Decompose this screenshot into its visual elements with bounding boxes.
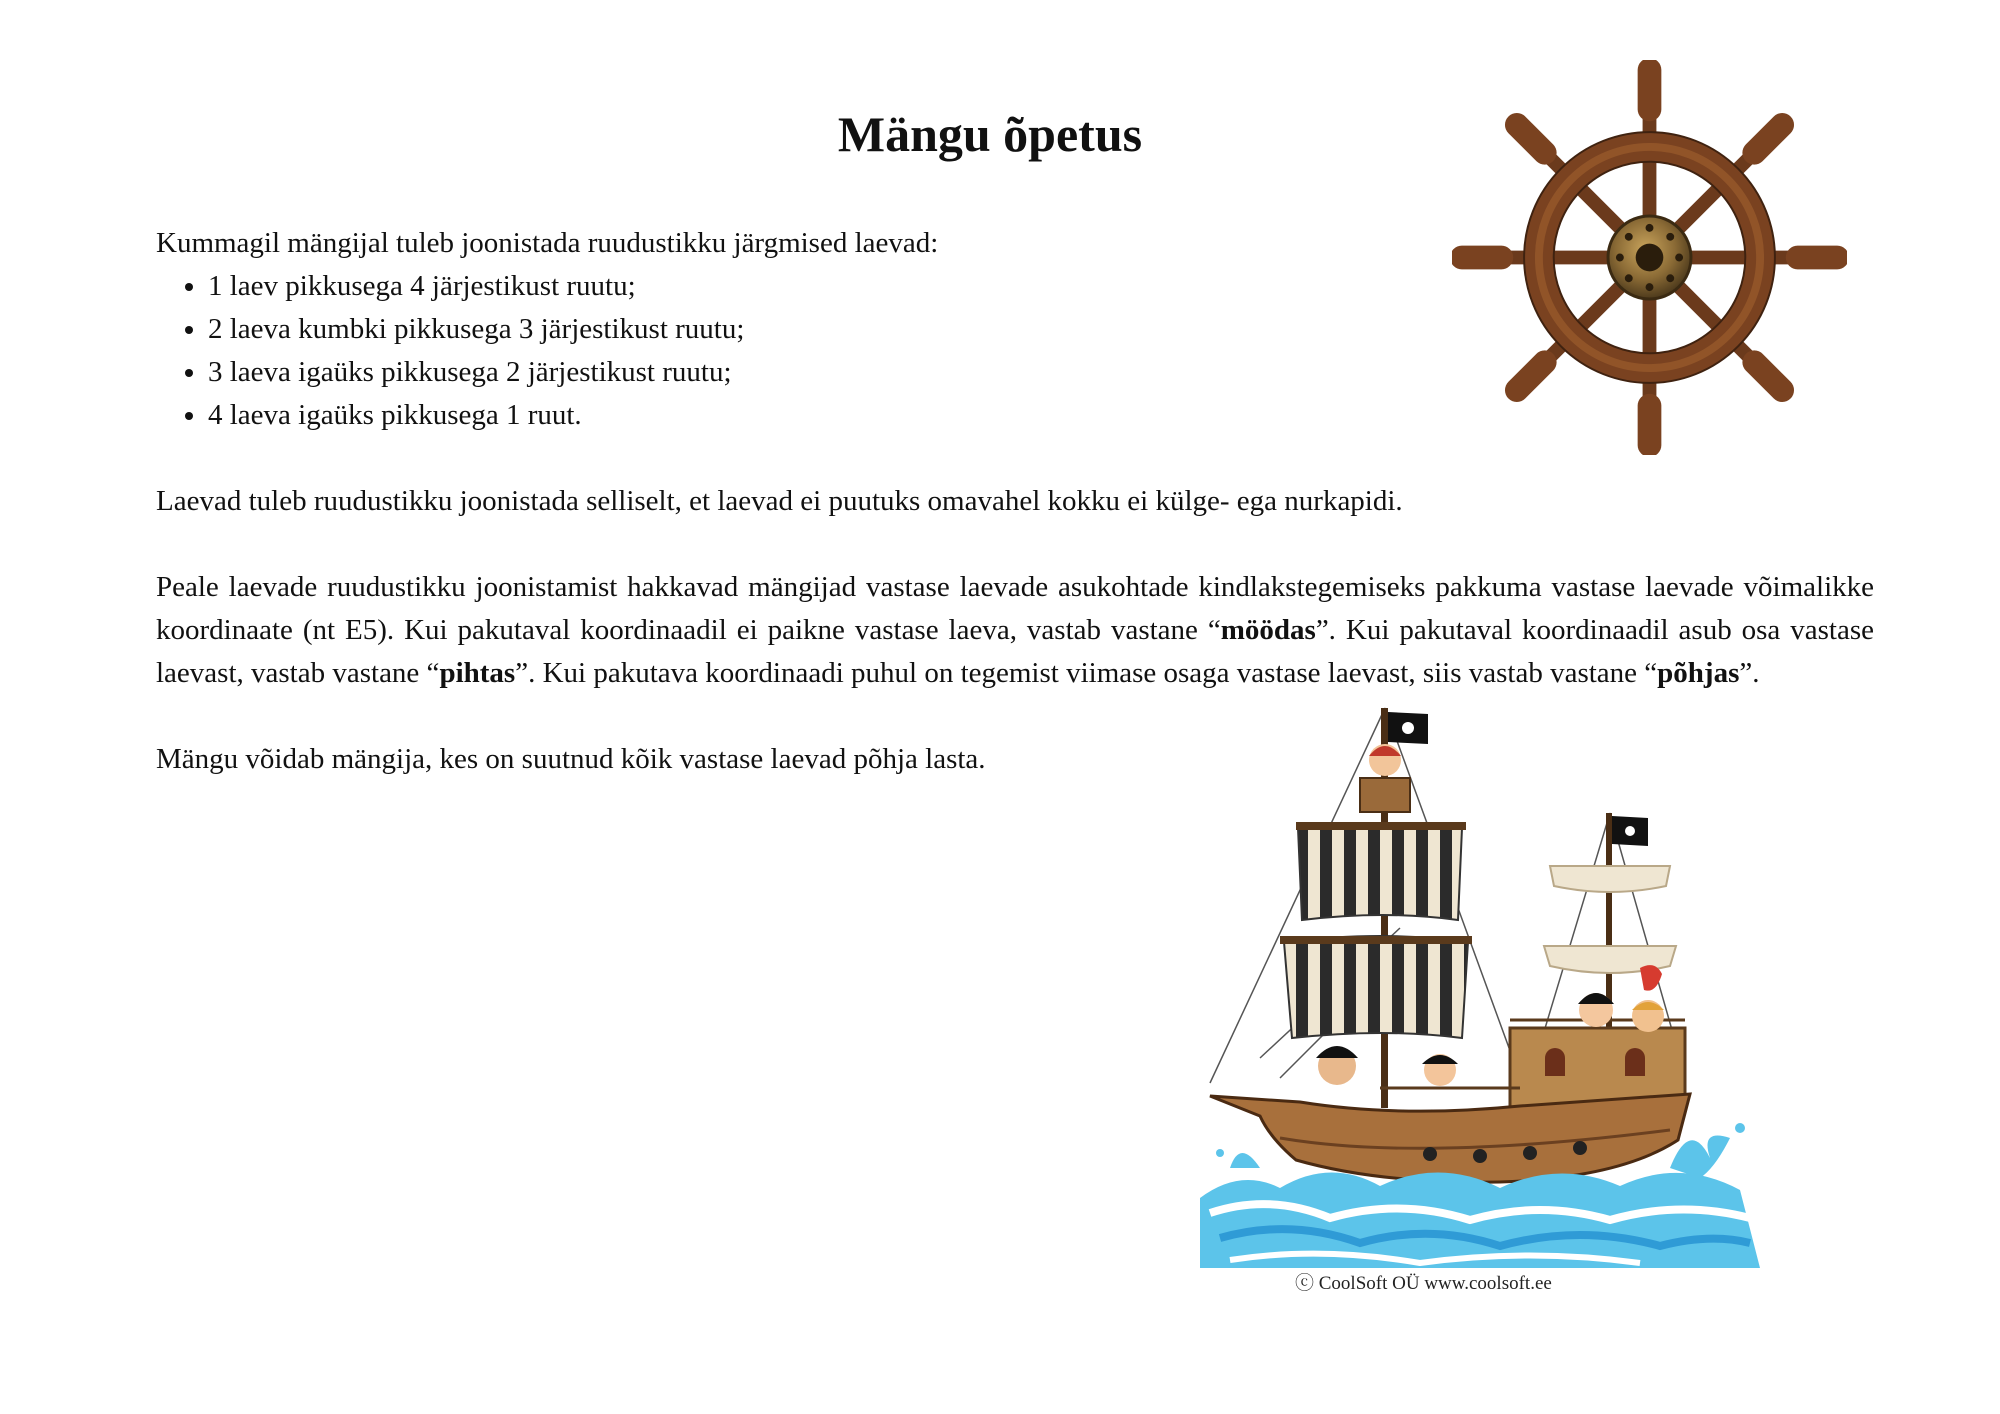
placement-rule: Laevad tuleb ruudustikku joonistada selliselt, et laevad ei puutuks omavahel kokku ei külge- ega nurkapidi. <box>156 485 1403 517</box>
list-item: • 3 laeva igaüks pikkusega 2 järjestikust ruutu; <box>208 351 1874 394</box>
play-paragraph <box>156 566 1874 695</box>
copyright-text: ⓒ CoolSoft OÜ www.coolsoft.ee <box>1295 1273 1552 1294</box>
play-text: ”. Kui pakutaval koordinaadil asub osa vastase laevast, vastab vastane “ <box>156 614 1874 689</box>
keyword-hit: pihtas <box>439 657 516 689</box>
keyword-miss: möödas <box>1220 614 1316 646</box>
list-item: • 4 laeva igaüks pikkusega 1 ruut. <box>208 394 1874 437</box>
play-text: ”. Kui pakutava koordinaadi puhul on tegemist viimase osaga vastase laevast, siis vastab vastane “ <box>515 657 1658 689</box>
keyword-sunk: põhjas <box>1657 657 1740 689</box>
list-item: • 1 laev pikkusega 4 järjestikust ruutu; <box>208 265 1874 308</box>
page-title: Mängu õpetus <box>837 106 1143 162</box>
ship-wheel-icon <box>1452 60 1847 455</box>
list-item: • 2 laeva kumbki pikkusega 3 järjestikust ruutu; <box>208 308 1874 351</box>
win-rule: Mängu võidab mängija, kes on suutnud kõik vastase laevad põhja lasta. <box>156 743 986 775</box>
play-text: ”. <box>1739 657 1760 689</box>
intro-text: Kummagil mängijal tuleb joonistada ruudustikku järgmised laevad: <box>156 227 939 259</box>
play-text: Peale laevade ruudustikku joonistamist hakkavad mängijad vastase laevade asukohtade kindlakstegemiseks pakkuma vastase laevade võimalikke koordinaate (nt E5). Kui pakutaval koordinaadil ei paikne vastase laeva, vastab vastane “ <box>156 571 1874 646</box>
pirate-ship-illustration <box>1200 698 1760 1268</box>
